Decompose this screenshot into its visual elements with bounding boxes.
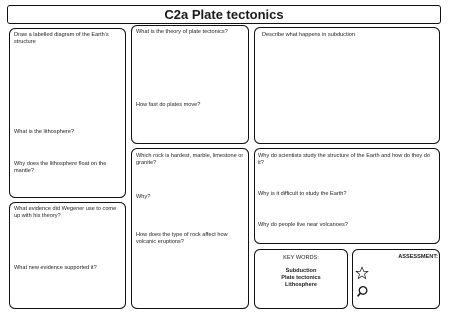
- wegener-box: [9, 202, 126, 309]
- wegener-evidence-question: What evidence did Wegener use to come up with his theory?: [14, 206, 117, 219]
- hardest-rock-question: Which rock is hardest, marble, limestone or granite?: [136, 153, 244, 166]
- subduction-box: [254, 27, 440, 144]
- keyword-item: Plate tectonics: [281, 275, 321, 281]
- assessment-box: [352, 249, 440, 309]
- rock-eruption-question: How does the type of rock affect how volcanic eruptions?: [136, 232, 228, 245]
- why-question: Why?: [136, 194, 151, 200]
- difficult-study-question: Why is it difficult to study the Earth?: [258, 191, 347, 197]
- magnifier-icon: [356, 285, 369, 298]
- theory-question: What is the theory of plate tectonics?: [136, 29, 228, 35]
- earth-structure-question: Draw a labelled diagram of the Earth’s structure: [14, 32, 109, 45]
- page-title-box: [7, 5, 441, 24]
- rock-box: [131, 148, 249, 309]
- study-earth-box: [254, 148, 440, 244]
- keywords-heading: KEY WORDS:: [283, 255, 319, 261]
- assessment-heading: ASSESSMENT:: [398, 254, 438, 260]
- keyword-item: Subduction: [285, 268, 317, 274]
- keywords-box: [254, 249, 348, 309]
- study-structure-question: Why do scientists study the structure of the Earth and how do they do it?: [258, 153, 430, 166]
- star-icon: [355, 266, 369, 280]
- lithosphere-question: What is the lithosphere?: [14, 129, 75, 135]
- keyword-item: Lithosphere: [284, 282, 317, 288]
- lithosphere-float-question: Why does the lithosphere float on the mantle?: [14, 161, 107, 174]
- subduction-question: Describe what happens in subduction: [262, 32, 355, 38]
- earth-structure-box: [9, 28, 126, 198]
- page-title: C2a Plate tectonics: [164, 7, 284, 22]
- new-evidence-question: What new evidence supported it?: [14, 265, 97, 271]
- volcano-living-question: Why do people live near volcanoes?: [258, 222, 348, 228]
- theory-box: [131, 25, 249, 144]
- plate-speed-question: How fast do plates move?: [136, 102, 201, 108]
